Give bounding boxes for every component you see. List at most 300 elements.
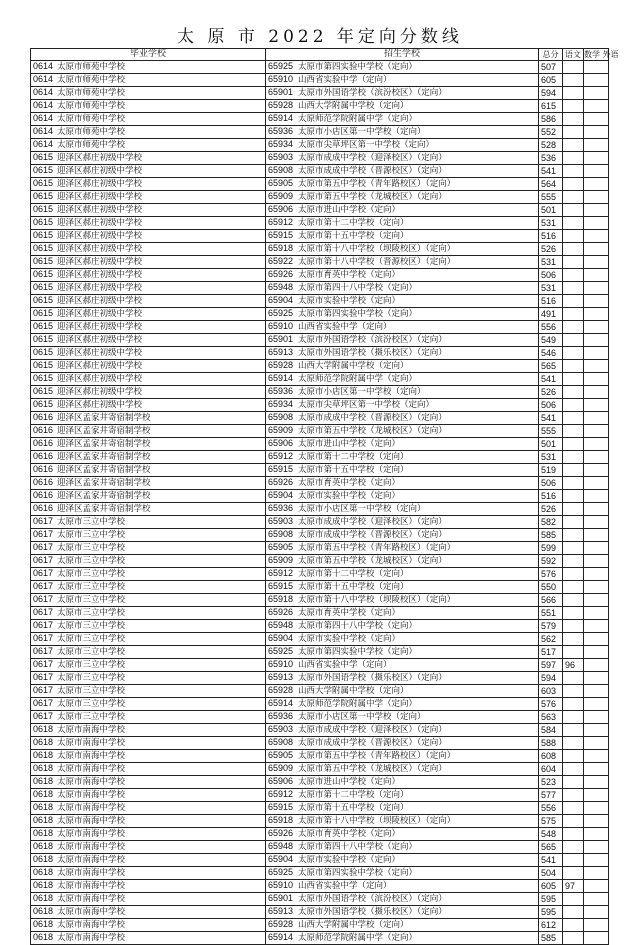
header-school-from: 毕业学校 xyxy=(31,49,266,61)
cell-from-school xyxy=(31,334,266,347)
cell-from-school xyxy=(31,646,266,659)
cell-math-foreign xyxy=(584,399,609,412)
to-code: 65918 xyxy=(268,815,294,825)
from-code: 0615 xyxy=(33,230,54,240)
to-name: 太原市外国语学校（滨汾校区）（定向） xyxy=(298,88,447,98)
cell-math-foreign xyxy=(584,828,609,841)
cell-total: 592 xyxy=(539,555,563,568)
table-row xyxy=(31,243,609,256)
to-name: 太原师范学院附属中学（定向） xyxy=(298,699,418,709)
cell-to-school xyxy=(266,230,539,243)
table-row xyxy=(31,269,609,282)
cell-math-foreign xyxy=(584,750,609,763)
cell-total: 548 xyxy=(539,828,563,841)
table-row xyxy=(31,412,609,425)
to-code: 65925 xyxy=(268,61,294,71)
cell-chinese xyxy=(563,217,584,230)
cell-chinese xyxy=(563,373,584,386)
cell-to-school xyxy=(266,568,539,581)
cell-math-foreign xyxy=(584,347,609,360)
from-name: 迎泽区孟家井寄宿制学校 xyxy=(57,413,151,423)
to-name: 太原市实验中学校（定向） xyxy=(298,491,401,501)
cell-to-school xyxy=(266,451,539,464)
cell-chinese xyxy=(563,61,584,74)
cell-from-school xyxy=(31,581,266,594)
cell-from-school xyxy=(31,919,266,932)
cell-to-school xyxy=(266,126,539,139)
cell-math-foreign xyxy=(584,230,609,243)
cell-chinese xyxy=(563,464,584,477)
cell-from-school xyxy=(31,243,266,256)
cell-chinese xyxy=(563,360,584,373)
from-name: 太原市三立中学校 xyxy=(57,660,126,670)
to-code: 65948 xyxy=(268,620,294,630)
cell-to-school xyxy=(266,802,539,815)
cell-to-school xyxy=(266,529,539,542)
table-row xyxy=(31,178,609,191)
cell-from-school xyxy=(31,399,266,412)
cell-math-foreign xyxy=(584,191,609,204)
from-code: 0617 xyxy=(33,568,54,578)
cell-to-school xyxy=(266,100,539,113)
from-code: 0614 xyxy=(33,139,54,149)
cell-chinese xyxy=(563,490,584,503)
cell-chinese xyxy=(563,529,584,542)
cell-math-foreign xyxy=(584,659,609,672)
to-name: 太原市实验中学校（定向） xyxy=(298,855,401,865)
table-row xyxy=(31,880,609,893)
from-name: 太原市三立中学校 xyxy=(57,556,126,566)
to-name: 太原市第五中学校（龙城校区）（定向） xyxy=(298,426,447,436)
cell-to-school xyxy=(266,217,539,230)
from-name: 迎泽区郝庄初级中学校 xyxy=(57,348,143,358)
from-code: 0617 xyxy=(33,633,54,643)
page-title: 太 原 市 2022 年定向分数线 xyxy=(177,27,463,47)
from-code: 0615 xyxy=(33,165,54,175)
to-code: 65906 xyxy=(268,776,294,786)
cell-to-school xyxy=(266,841,539,854)
cell-chinese xyxy=(563,451,584,464)
table-row xyxy=(31,646,609,659)
cell-to-school xyxy=(266,178,539,191)
table-row xyxy=(31,373,609,386)
table-header-row xyxy=(31,49,609,61)
from-name: 迎泽区孟家井寄宿制学校 xyxy=(57,504,151,514)
cell-chinese xyxy=(563,607,584,620)
from-name: 太原市师苑中学校 xyxy=(57,101,126,111)
to-name: 太原市第四实验中学校（定向） xyxy=(298,62,418,72)
cell-to-school xyxy=(266,737,539,750)
table-row xyxy=(31,776,609,789)
cell-math-foreign xyxy=(584,152,609,165)
cell-total: 594 xyxy=(539,87,563,100)
cell-math-foreign xyxy=(584,308,609,321)
from-name: 太原市南海中学校 xyxy=(57,868,126,878)
from-code: 0618 xyxy=(33,802,54,812)
from-name: 太原市师苑中学校 xyxy=(57,140,126,150)
to-code: 65926 xyxy=(268,269,294,279)
to-code: 65918 xyxy=(268,594,294,604)
from-code: 0616 xyxy=(33,503,54,513)
cell-chinese xyxy=(563,763,584,776)
cell-from-school xyxy=(31,737,266,750)
table-row xyxy=(31,61,609,74)
cell-chinese xyxy=(563,243,584,256)
from-code: 0615 xyxy=(33,204,54,214)
cell-total: 501 xyxy=(539,438,563,451)
cell-to-school xyxy=(266,334,539,347)
from-code: 0618 xyxy=(33,932,54,942)
cell-to-school xyxy=(266,438,539,451)
table-row xyxy=(31,100,609,113)
cell-total: 531 xyxy=(539,256,563,269)
to-name: 太原市小店区第一中学校（定向） xyxy=(298,504,426,514)
cell-to-school xyxy=(266,880,539,893)
to-code: 65913 xyxy=(268,906,294,916)
from-name: 太原市师苑中学校 xyxy=(57,127,126,137)
from-code: 0615 xyxy=(33,217,54,227)
to-name: 太原师范学院附属中学（定向） xyxy=(298,374,418,384)
cell-to-school xyxy=(266,854,539,867)
cell-chinese xyxy=(563,841,584,854)
to-name: 太原市尖草坪区第一中学校（定向） xyxy=(298,400,435,410)
to-code: 65903 xyxy=(268,516,294,526)
from-code: 0615 xyxy=(33,191,54,201)
cell-math-foreign xyxy=(584,165,609,178)
cell-chinese xyxy=(563,477,584,490)
from-name: 太原市南海中学校 xyxy=(57,855,126,865)
from-code: 0617 xyxy=(33,581,54,591)
table-row xyxy=(31,724,609,737)
cell-chinese xyxy=(563,932,584,945)
cell-math-foreign xyxy=(584,373,609,386)
cell-total: 526 xyxy=(539,243,563,256)
to-name: 山西大学附属中学校（定向） xyxy=(298,686,409,696)
to-code: 65912 xyxy=(268,451,294,461)
from-code: 0615 xyxy=(33,321,54,331)
from-code: 0618 xyxy=(33,906,54,916)
cell-math-foreign xyxy=(584,295,609,308)
to-code: 65906 xyxy=(268,204,294,214)
to-name: 太原市育英中学校（定向） xyxy=(298,608,401,618)
cell-chinese xyxy=(563,152,584,165)
to-name: 太原市第五中学校（龙城校区）（定向） xyxy=(298,556,447,566)
cell-to-school xyxy=(266,347,539,360)
cell-total: 550 xyxy=(539,581,563,594)
from-name: 太原市三立中学校 xyxy=(57,569,126,579)
cell-total: 531 xyxy=(539,451,563,464)
from-name: 迎泽区郝庄初级中学校 xyxy=(57,153,143,163)
cell-to-school xyxy=(266,243,539,256)
to-code: 65904 xyxy=(268,295,294,305)
to-code: 65936 xyxy=(268,711,294,721)
cell-total: 576 xyxy=(539,568,563,581)
cell-chinese xyxy=(563,802,584,815)
cell-total: 563 xyxy=(539,711,563,724)
from-name: 太原市三立中学校 xyxy=(57,647,126,657)
cell-chinese xyxy=(563,438,584,451)
from-code: 0618 xyxy=(33,815,54,825)
from-name: 迎泽区郝庄初级中学校 xyxy=(57,179,143,189)
cell-to-school xyxy=(266,932,539,945)
cell-to-school xyxy=(266,386,539,399)
cell-total: 586 xyxy=(539,113,563,126)
to-code: 65936 xyxy=(268,503,294,513)
cell-chinese xyxy=(563,672,584,685)
to-code: 65901 xyxy=(268,87,294,97)
cell-chinese xyxy=(563,178,584,191)
cell-total: 575 xyxy=(539,815,563,828)
to-name: 太原市第十五中学校（定向） xyxy=(298,231,409,241)
cell-total: 566 xyxy=(539,594,563,607)
cell-chinese xyxy=(563,399,584,412)
to-code: 65914 xyxy=(268,932,294,942)
to-name: 太原市第十五中学校（定向） xyxy=(298,803,409,813)
cell-chinese xyxy=(563,815,584,828)
cell-chinese xyxy=(563,724,584,737)
cell-to-school xyxy=(266,399,539,412)
cell-math-foreign xyxy=(584,685,609,698)
cell-chinese xyxy=(563,633,584,646)
from-code: 0614 xyxy=(33,74,54,84)
to-code: 65925 xyxy=(268,308,294,318)
to-name: 太原市第五中学校（青年路校区）（定向） xyxy=(298,751,456,761)
cell-to-school xyxy=(266,828,539,841)
cell-total: 546 xyxy=(539,347,563,360)
cell-from-school xyxy=(31,191,266,204)
to-name: 太原市外国语学校（摄乐校区）（定向） xyxy=(298,348,447,358)
cell-from-school xyxy=(31,464,266,477)
to-code: 65948 xyxy=(268,841,294,851)
cell-from-school xyxy=(31,659,266,672)
table-row xyxy=(31,191,609,204)
from-name: 太原市南海中学校 xyxy=(57,777,126,787)
cell-math-foreign xyxy=(584,633,609,646)
to-name: 太原市第四十八中学校（定向） xyxy=(298,842,418,852)
table-row xyxy=(31,204,609,217)
to-name: 太原市育英中学校（定向） xyxy=(298,478,401,488)
table-row xyxy=(31,659,609,672)
cell-total: 615 xyxy=(539,100,563,113)
cell-to-school xyxy=(266,867,539,880)
table-row xyxy=(31,516,609,529)
table-row xyxy=(31,490,609,503)
cell-from-school xyxy=(31,607,266,620)
table-row xyxy=(31,555,609,568)
from-name: 太原市三立中学校 xyxy=(57,543,126,553)
cell-total: 501 xyxy=(539,204,563,217)
table-row xyxy=(31,256,609,269)
cell-from-school xyxy=(31,867,266,880)
to-code: 65908 xyxy=(268,412,294,422)
to-code: 65908 xyxy=(268,529,294,539)
from-name: 太原市南海中学校 xyxy=(57,816,126,826)
cell-total: 576 xyxy=(539,698,563,711)
cell-from-school xyxy=(31,750,266,763)
table-row xyxy=(31,906,609,919)
cell-chinese xyxy=(563,555,584,568)
cell-to-school xyxy=(266,412,539,425)
to-name: 太原市尖草坪区第一中学校（定向） xyxy=(298,140,435,150)
cell-math-foreign xyxy=(584,802,609,815)
cell-from-school xyxy=(31,347,266,360)
cell-math-foreign xyxy=(584,204,609,217)
cell-chinese xyxy=(563,100,584,113)
cell-to-school xyxy=(266,724,539,737)
cell-total: 526 xyxy=(539,503,563,516)
cell-from-school xyxy=(31,360,266,373)
cell-math-foreign xyxy=(584,841,609,854)
cell-math-foreign xyxy=(584,763,609,776)
cell-from-school xyxy=(31,633,266,646)
cell-from-school xyxy=(31,815,266,828)
to-name: 太原市成成中学校（晋源校区）（定向） xyxy=(298,413,447,423)
to-code: 65904 xyxy=(268,854,294,864)
cell-total: 531 xyxy=(539,282,563,295)
cell-math-foreign xyxy=(584,282,609,295)
cell-chinese xyxy=(563,503,584,516)
to-code: 65928 xyxy=(268,360,294,370)
cell-to-school xyxy=(266,152,539,165)
from-name: 迎泽区郝庄初级中学校 xyxy=(57,400,143,410)
cell-from-school xyxy=(31,932,266,945)
cell-math-foreign xyxy=(584,789,609,802)
from-name: 太原市三立中学校 xyxy=(57,517,126,527)
to-name: 太原市外国语学校（滨汾校区）（定向） xyxy=(298,335,447,345)
header-math: 数学 xyxy=(584,50,600,59)
from-name: 迎泽区孟家井寄宿制学校 xyxy=(57,491,151,501)
cell-to-school xyxy=(266,308,539,321)
table-row xyxy=(31,87,609,100)
cell-chinese xyxy=(563,516,584,529)
cell-from-school xyxy=(31,828,266,841)
cell-chinese xyxy=(563,165,584,178)
from-name: 迎泽区孟家井寄宿制学校 xyxy=(57,426,151,436)
to-code: 65915 xyxy=(268,802,294,812)
to-code: 65915 xyxy=(268,581,294,591)
cell-to-school xyxy=(266,542,539,555)
from-name: 迎泽区郝庄初级中学校 xyxy=(57,322,143,332)
cell-from-school xyxy=(31,516,266,529)
cell-math-foreign xyxy=(584,529,609,542)
table-row xyxy=(31,126,609,139)
cell-from-school xyxy=(31,906,266,919)
cell-chinese xyxy=(563,919,584,932)
cell-math-foreign xyxy=(584,87,609,100)
to-code: 65936 xyxy=(268,386,294,396)
to-name: 太原市第十二中学校（定向） xyxy=(298,569,409,579)
from-code: 0618 xyxy=(33,893,54,903)
cell-to-school xyxy=(266,464,539,477)
from-name: 太原市师苑中学校 xyxy=(57,88,126,98)
to-code: 65910 xyxy=(268,659,294,669)
to-code: 65928 xyxy=(268,919,294,929)
from-code: 0616 xyxy=(33,490,54,500)
cell-total: 541 xyxy=(539,854,563,867)
cell-math-foreign xyxy=(584,698,609,711)
from-code: 0617 xyxy=(33,698,54,708)
from-name: 太原市三立中学校 xyxy=(57,530,126,540)
table-row xyxy=(31,386,609,399)
cell-total: 565 xyxy=(539,360,563,373)
cell-total: 564 xyxy=(539,178,563,191)
to-name: 太原市第十五中学校（定向） xyxy=(298,465,409,475)
to-code: 65913 xyxy=(268,347,294,357)
cell-math-foreign xyxy=(584,490,609,503)
to-name: 太原师范学院附属中学（定向） xyxy=(298,114,418,124)
cell-math-foreign xyxy=(584,477,609,490)
cell-total: 612 xyxy=(539,919,563,932)
to-name: 太原市进山中学校（定向） xyxy=(298,205,401,215)
from-code: 0616 xyxy=(33,412,54,422)
cell-math-foreign xyxy=(584,269,609,282)
cell-to-school xyxy=(266,672,539,685)
cell-to-school xyxy=(266,763,539,776)
from-name: 太原市三立中学校 xyxy=(57,608,126,618)
cell-from-school xyxy=(31,724,266,737)
cell-to-school xyxy=(266,750,539,763)
cell-total: 504 xyxy=(539,867,563,880)
from-code: 0618 xyxy=(33,737,54,747)
table-row xyxy=(31,74,609,87)
cell-to-school xyxy=(266,659,539,672)
table-row xyxy=(31,737,609,750)
from-code: 0614 xyxy=(33,113,54,123)
cell-math-foreign xyxy=(584,386,609,399)
to-code: 65926 xyxy=(268,828,294,838)
table-row xyxy=(31,789,609,802)
from-code: 0615 xyxy=(33,243,54,253)
from-code: 0618 xyxy=(33,828,54,838)
from-code: 0615 xyxy=(33,373,54,383)
table-row xyxy=(31,152,609,165)
from-code: 0615 xyxy=(33,386,54,396)
cell-math-foreign xyxy=(584,581,609,594)
to-code: 65910 xyxy=(268,321,294,331)
table-row xyxy=(31,867,609,880)
from-code: 0615 xyxy=(33,256,54,266)
cell-math-foreign xyxy=(584,438,609,451)
to-name: 山西大学附属中学校（定向） xyxy=(298,920,409,930)
cell-total: 531 xyxy=(539,217,563,230)
cell-to-school xyxy=(266,477,539,490)
table-row xyxy=(31,113,609,126)
cell-to-school xyxy=(266,191,539,204)
cell-to-school xyxy=(266,295,539,308)
cell-total: 519 xyxy=(539,464,563,477)
cell-from-school xyxy=(31,61,266,74)
to-code: 65926 xyxy=(268,607,294,617)
to-code: 65904 xyxy=(268,633,294,643)
cell-math-foreign xyxy=(584,854,609,867)
cell-chinese xyxy=(563,828,584,841)
from-code: 0615 xyxy=(33,360,54,370)
cell-total: 552 xyxy=(539,126,563,139)
cell-from-school xyxy=(31,87,266,100)
cell-math-foreign xyxy=(584,568,609,581)
cell-from-school xyxy=(31,425,266,438)
cell-chinese xyxy=(563,698,584,711)
cell-from-school xyxy=(31,373,266,386)
from-code: 0618 xyxy=(33,776,54,786)
from-code: 0614 xyxy=(33,100,54,110)
to-code: 65926 xyxy=(268,477,294,487)
to-code: 65915 xyxy=(268,230,294,240)
cell-from-school xyxy=(31,685,266,698)
cell-total: 551 xyxy=(539,607,563,620)
to-name: 太原市成成中学校（晋源校区）（定向） xyxy=(298,738,447,748)
from-code: 0616 xyxy=(33,477,54,487)
